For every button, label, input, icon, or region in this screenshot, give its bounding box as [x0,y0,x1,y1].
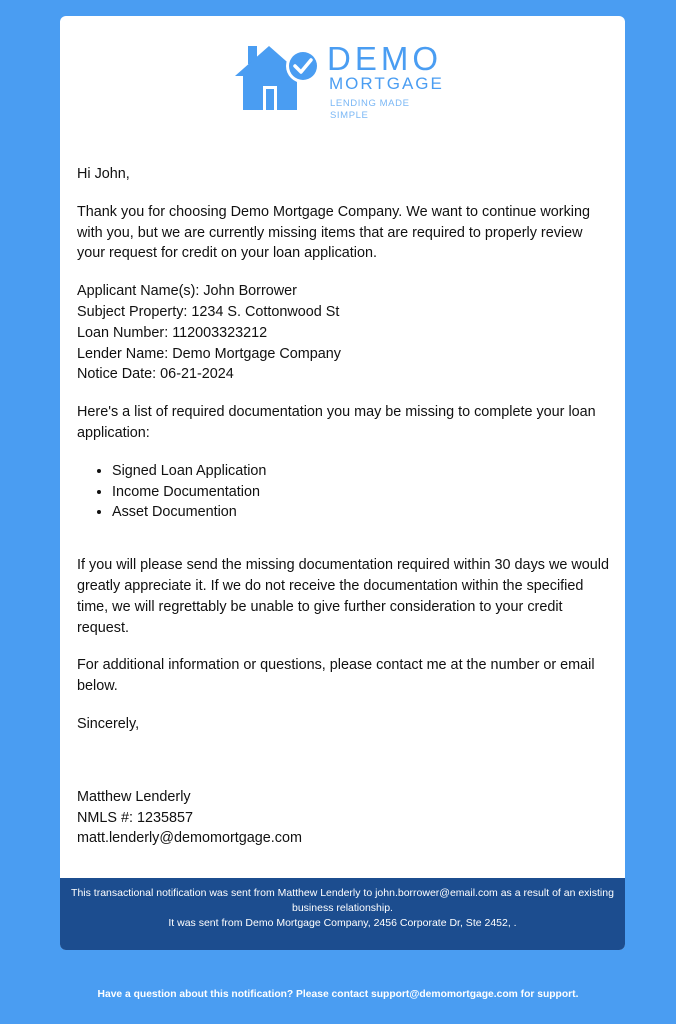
subject-property: Subject Property: 1234 S. Cottonwood St [77,303,340,320]
notice-date: Notice Date: 06-21-2024 [77,366,234,383]
greeting: Hi John, [77,166,130,182]
notification-footer [60,878,625,950]
applicant-name: Applicant Name(s): John Borrower [77,283,297,300]
lender-name: Lender Name: Demo Mortgage Company [77,345,341,362]
list-item: • Asset Documention [112,502,612,523]
loan-number: Loan Number: 112003323212 [77,324,268,341]
support-note: Have a question about this notification? Please contact support@demomortgage.com for support. [97,989,579,1000]
signature-block [77,787,612,849]
letter-body [77,164,612,849]
footer-sender-line: This transactional notification was sent from Matthew Lenderly to john.borrower@email.com as a result of an existing business relationship. [71,887,614,914]
list-item: • Income Documentation [112,482,612,503]
email-card [60,16,625,950]
brand-subname: MORTGAGE [329,74,444,93]
brand-logo [233,42,448,128]
list-item: • Signed Loan Application [112,461,612,482]
missing-documents-list [77,461,612,523]
footer-address-line: It was sent from Demo Mortgage Company, 2456 Corporate Dr, Ste 2452, . [168,917,517,929]
brand-tagline: LENDING MADE SIMPLE [330,98,410,121]
list-intro: Here's a list of required documentation you may be missing to complete your loan application: [77,404,596,441]
intro-paragraph: Thank you for choosing Demo Mortgage Company. We want to continue working with you, but we are currently missing items that are required to properly review your request for credit on your loan application. [77,203,590,262]
signature-nmls: NMLS #: 1235857 [77,809,194,826]
brand-name: DEMO [327,40,442,77]
loan-details [77,281,612,385]
contact-paragraph: For additional information or questions, please contact me at the number or email below. [77,657,595,695]
house-check-icon [233,42,323,112]
signature-email: matt.lenderly@demomortgage.com [77,830,302,847]
request-paragraph: If you will please send the missing documentation required within 30 days we would greatly appreciate it. If we do not receive the documentation within the specified time, we will regrettably be unable to give further consideration to your credit request. [77,557,609,636]
closing: Sincerely, [77,715,140,732]
signature-name: Matthew Lenderly [77,788,191,805]
